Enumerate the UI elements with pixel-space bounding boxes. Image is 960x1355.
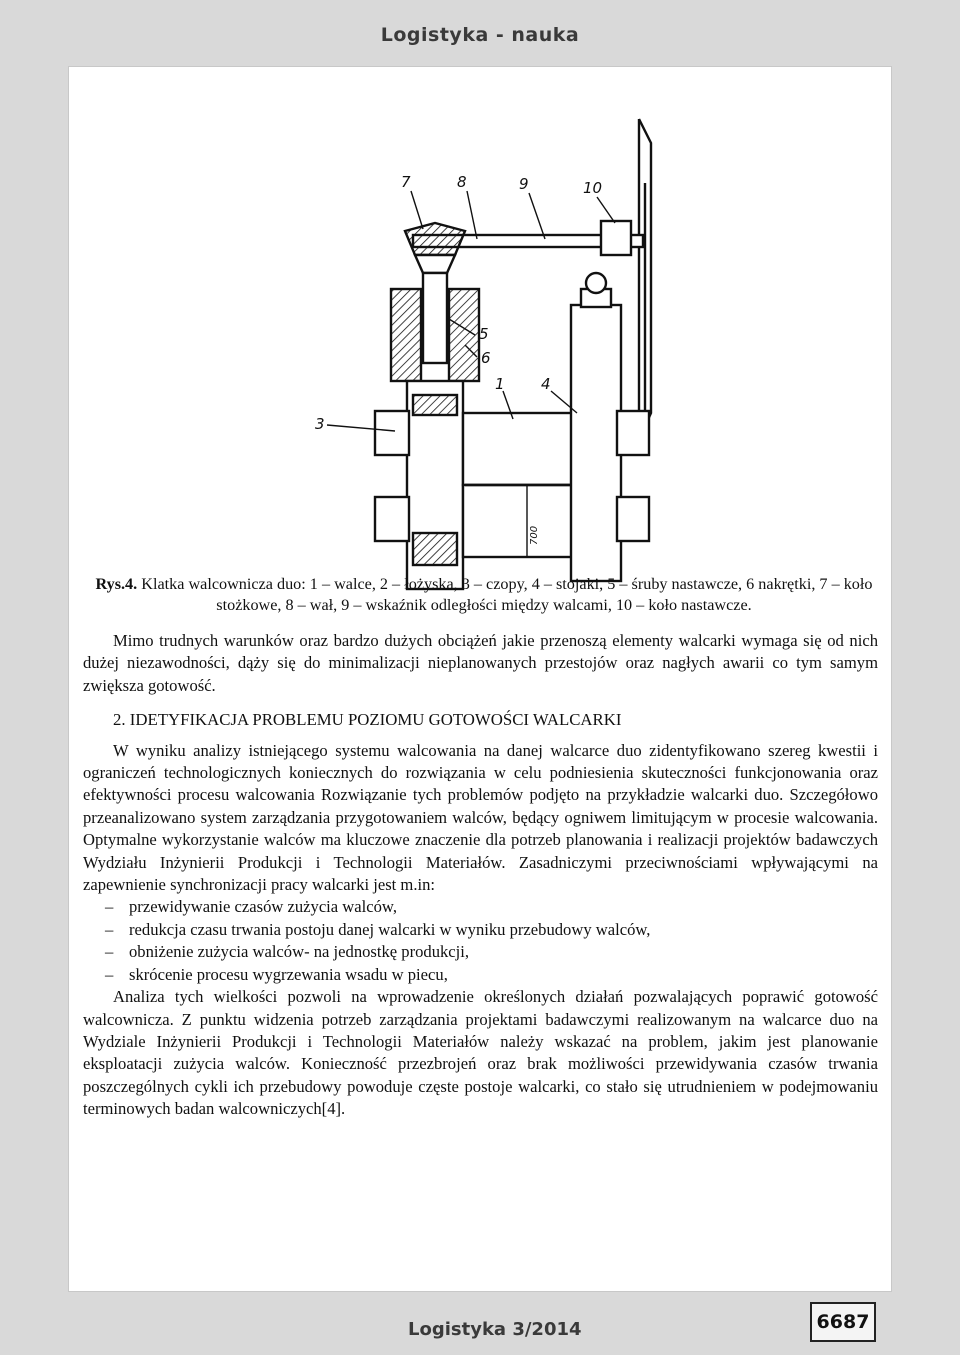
label-7: 7: [401, 173, 411, 191]
page-number-box: [810, 1302, 876, 1342]
journal-footer-title: Logistyka 3/2014: [408, 1319, 582, 1340]
section-heading: 2. IDETYFIKACJA PROBLEMU POZIOMU GOTOWOŚCI WALCARKI: [113, 710, 622, 730]
label-10: 10: [583, 179, 603, 197]
lower-roll: [463, 485, 575, 557]
nut-block: [391, 289, 421, 381]
label-8: 8: [457, 173, 467, 191]
right-housing: [571, 305, 621, 581]
adjusting-screw: [423, 273, 447, 363]
figure-caption: [84, 574, 884, 616]
bevel-gear: [405, 223, 465, 255]
label-6: 6: [481, 349, 491, 367]
label-1: 1: [495, 375, 505, 393]
paragraph-conclusion: Analiza tych wielkości pozwoli na wprowadzenie określonych działań pozwalających poprawić gotowość walcownicza. Z punktu widzenia potrzeb zarządzania projektami badawczymi realizowanym na walcarce duo na Wydziale Inżynierii Produkcji i Technologii Materiałów należy wskazać na problem, jakim jest planowanie eksploatacji zużycia walców. Konieczność przezbrojeń oraz brak możliwości przewidywania czasów trwania poszczególnych cykli ich przebudowy powoduje częste postoje walcarki, co stało się utrudnieniem w podejmowaniu terminowych badan walcowniczych[4].: [83, 987, 878, 1119]
rolling-stand-figure: [315, 113, 665, 591]
list-item: – skrócenie procesu wygrzewania wsadu w piecu,: [83, 964, 878, 986]
page-number: 6687: [816, 1311, 870, 1333]
list-item: – przewidywanie czasów zużycia walców,: [83, 896, 878, 918]
page-sheet: [68, 66, 892, 1292]
list-item: – redukcja czasu trwania postoju danej walcarki w wyniku przebudowy walców,: [83, 919, 878, 941]
upper-roll: [463, 413, 575, 485]
article-body: [83, 630, 878, 1121]
label-700: 700: [529, 525, 540, 545]
paragraph-intro: Mimo trudnych warunków oraz bardzo dużych obciążeń jakie przenoszą elementy walcarki wymaga się od nich dużej niezawodności, dąży się do minimalizacji nieplanowanych przestojów oraz nagłych awarii co tym samym zwiększa gotowość.: [83, 631, 878, 695]
label-3: 3: [315, 415, 325, 433]
label-5: 5: [479, 325, 489, 343]
label-9: 9: [519, 175, 529, 193]
journal-lower: [375, 497, 409, 541]
journal-header-title: Logistyka - nauka: [380, 24, 580, 46]
caption-label: Rys.4.: [95, 575, 138, 593]
issues-list: [83, 896, 878, 986]
label-4: 4: [541, 375, 551, 393]
list-item: – obniżenie zużycia walców- na jednostkę produkcji,: [83, 941, 878, 963]
caption-text: Klatka walcownicza duo: 1 – walce, 2 – łożyska, 3 – czopy, 4 – stojaki, 5 – śruby nastawcze, 6 nakrętki, 7 – koło stożkowe, 8 – wał, 9 – wskaźnik odległości między walcami, 10 – koło nastawcze.: [141, 575, 873, 614]
paragraph-analysis: W wyniku analizy istniejącego systemu walcowania na danej walcarce duo zidentyfikowano szereg kwestii i ograniczeń technologicznych koniecznych do rozwiązania w celu podniesienia skuteczności funkcjonowania oraz efektywności procesu walcowania Rozwiązanie tych problemów podjęto na przykładzie walcarki duo. Szczegółowo przeanalizowano system zarządzania przygotowaniem walców, będący ogniwem limitującym w procesie walcowania. Optymalne wykorzystanie walców ma kluczowe znaczenie dla potrzeb planowania i realizacji projektów badawczych Wydziału Inżynierii Produkcji i Technologii Materiałów. Zasadniczymi przeciwnościami wpływającymi na zapewnienie synchronizacji pracy walcarki jest m.in:: [83, 740, 878, 895]
journal-upper: [375, 411, 409, 455]
